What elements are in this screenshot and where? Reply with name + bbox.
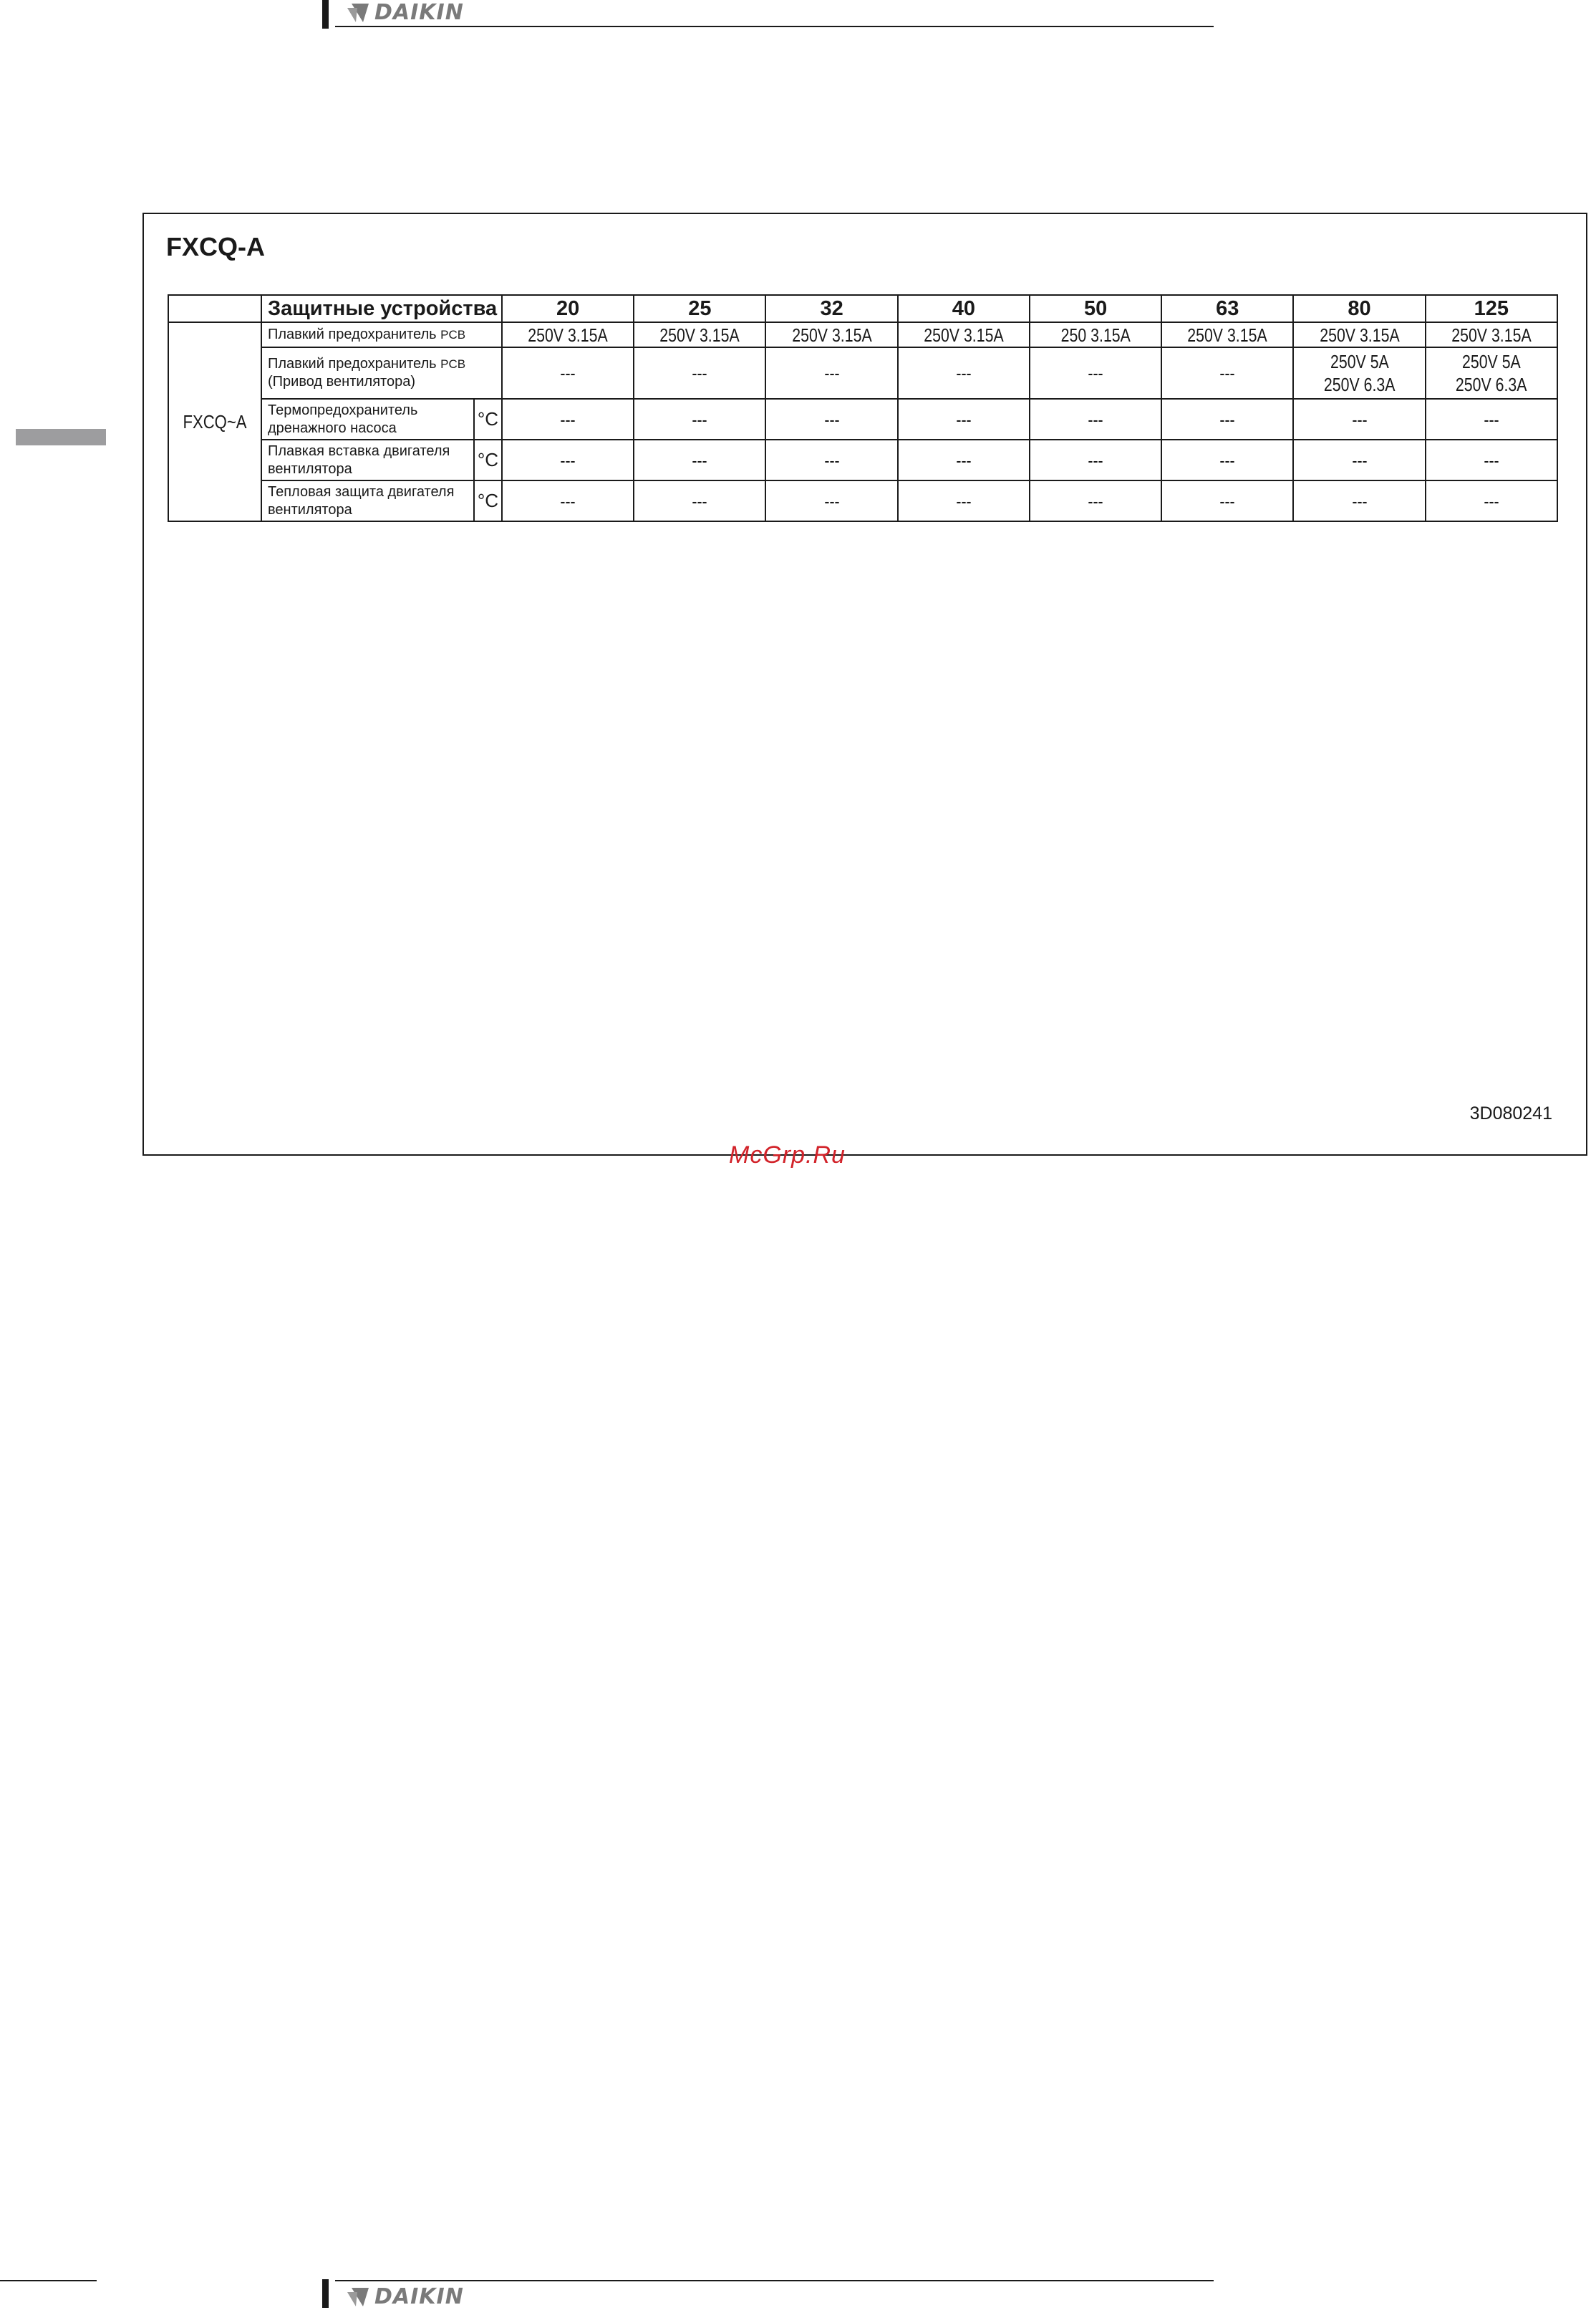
table-row bbox=[168, 322, 1557, 347]
row-label-line1 bbox=[268, 402, 473, 420]
value-text: 250V 3.15A bbox=[528, 324, 608, 346]
daikin-logo-icon bbox=[347, 2286, 369, 2308]
row-label-line2: дренажного насоса bbox=[268, 420, 397, 436]
value-text: --- bbox=[560, 449, 576, 471]
value-line bbox=[1162, 449, 1292, 472]
row-label-suffix: PCB bbox=[440, 328, 466, 342]
value-cell bbox=[898, 347, 1030, 399]
value-line bbox=[766, 362, 896, 385]
value-cell bbox=[1426, 480, 1557, 521]
value-line bbox=[1426, 408, 1557, 431]
row-label-line1 bbox=[268, 355, 501, 373]
value-cell bbox=[1293, 322, 1425, 347]
header-size-125: 125 bbox=[1426, 295, 1557, 322]
value-text: --- bbox=[692, 449, 708, 471]
value-cell bbox=[1161, 440, 1293, 480]
value-cell bbox=[634, 399, 765, 440]
value-cell bbox=[634, 322, 765, 347]
value-text: --- bbox=[560, 362, 576, 384]
value-cell bbox=[1161, 399, 1293, 440]
table-row bbox=[168, 480, 1557, 521]
value-text: --- bbox=[1484, 449, 1499, 471]
value-text: 250V 5A bbox=[1330, 351, 1389, 372]
footer-rule-left bbox=[0, 2280, 97, 2281]
document-number: 3D080241 bbox=[1469, 1103, 1552, 1123]
value-line bbox=[503, 408, 633, 431]
table-row bbox=[168, 440, 1557, 480]
row-label-text: Плавкая вставка двигателя bbox=[268, 443, 450, 459]
value-cell bbox=[765, 440, 897, 480]
value-line bbox=[1030, 324, 1161, 347]
row-label-text: Плавкий предохранитель bbox=[268, 327, 437, 342]
value-text: 250V 3.15A bbox=[1451, 324, 1532, 346]
row-label bbox=[261, 480, 474, 521]
value-line bbox=[1294, 373, 1424, 396]
value-line bbox=[634, 362, 765, 385]
value-cell bbox=[502, 480, 634, 521]
value-text: --- bbox=[823, 490, 840, 512]
value-cell bbox=[502, 440, 634, 480]
row-label bbox=[261, 322, 502, 347]
value-text: --- bbox=[1484, 408, 1499, 430]
row-label-line1 bbox=[268, 443, 473, 460]
value-line bbox=[634, 490, 765, 513]
daikin-logo-bottom bbox=[347, 2284, 464, 2309]
value-line bbox=[1294, 324, 1424, 347]
header-empty-cell bbox=[168, 295, 261, 322]
value-text: --- bbox=[956, 449, 972, 471]
row-label-text: Тепловая защита двигателя bbox=[268, 483, 455, 500]
value-cell bbox=[502, 322, 634, 347]
value-text: --- bbox=[1351, 490, 1368, 512]
value-text: --- bbox=[692, 490, 708, 512]
header-label: Защитные устройства bbox=[261, 295, 502, 322]
value-text: --- bbox=[1219, 408, 1235, 430]
value-cell bbox=[1161, 347, 1293, 399]
row-label-line2: (Привод вентилятора) bbox=[268, 374, 416, 390]
header-size-20: 20 bbox=[502, 295, 634, 322]
row-label-line2: вентилятора bbox=[268, 460, 352, 477]
value-cell bbox=[1030, 399, 1161, 440]
value-line bbox=[1162, 324, 1292, 347]
value-text: 250 3.15A bbox=[1060, 324, 1131, 346]
value-line bbox=[503, 362, 633, 385]
value-line bbox=[1426, 373, 1557, 396]
value-cell bbox=[765, 347, 897, 399]
value-text: --- bbox=[1484, 490, 1499, 512]
value-text: --- bbox=[823, 362, 840, 384]
value-text: --- bbox=[692, 362, 708, 384]
value-cell bbox=[1161, 322, 1293, 347]
value-line bbox=[1162, 408, 1292, 431]
value-line bbox=[1426, 449, 1557, 472]
value-line bbox=[503, 449, 633, 472]
value-cell bbox=[634, 347, 765, 399]
value-text: --- bbox=[1219, 362, 1235, 384]
value-text: --- bbox=[1351, 408, 1368, 430]
value-line bbox=[1294, 490, 1424, 513]
value-text: --- bbox=[956, 362, 972, 384]
value-text: 250V 5A bbox=[1461, 351, 1521, 372]
row-label-line2: вентилятора bbox=[268, 501, 352, 518]
value-line bbox=[634, 408, 765, 431]
unit-cell: °C bbox=[474, 480, 502, 521]
value-text: 250V 6.3A bbox=[1323, 374, 1396, 395]
value-line bbox=[899, 449, 1029, 472]
value-text: --- bbox=[1088, 449, 1103, 471]
table-row bbox=[168, 399, 1557, 440]
protection-devices-table bbox=[168, 294, 1558, 522]
value-line bbox=[766, 408, 896, 431]
value-line bbox=[1162, 362, 1292, 385]
value-line bbox=[634, 324, 765, 347]
value-line bbox=[1294, 408, 1424, 431]
footer-rule bbox=[335, 2280, 1214, 2281]
row-label-suffix: PCB bbox=[440, 357, 466, 371]
row-label-line1 bbox=[268, 483, 473, 501]
header-size-63: 63 bbox=[1161, 295, 1293, 322]
value-cell bbox=[898, 399, 1030, 440]
value-text: 250V 3.15A bbox=[659, 324, 740, 346]
value-cell bbox=[765, 480, 897, 521]
value-cell bbox=[1426, 322, 1557, 347]
value-text: --- bbox=[1088, 362, 1103, 384]
value-line bbox=[899, 362, 1029, 385]
value-line bbox=[503, 490, 633, 513]
value-cell bbox=[1426, 440, 1557, 480]
value-cell bbox=[1030, 322, 1161, 347]
daikin-logo-top bbox=[347, 0, 464, 25]
value-text: --- bbox=[1088, 408, 1103, 430]
value-cell bbox=[1030, 480, 1161, 521]
header-size-50: 50 bbox=[1030, 295, 1161, 322]
row-label-text: Плавкий предохранитель bbox=[268, 356, 437, 372]
value-line bbox=[1030, 449, 1161, 472]
value-line bbox=[766, 449, 896, 472]
value-line bbox=[1426, 350, 1557, 373]
table-row bbox=[168, 347, 1557, 399]
daikin-logo-text: DAIKIN bbox=[374, 0, 464, 25]
row-label-line1 bbox=[268, 326, 501, 344]
value-cell bbox=[765, 322, 897, 347]
header-size-40: 40 bbox=[898, 295, 1030, 322]
value-line bbox=[766, 324, 896, 347]
daikin-logo-text: DAIKIN bbox=[374, 2284, 464, 2309]
value-line bbox=[766, 490, 896, 513]
value-cell bbox=[1426, 347, 1557, 399]
value-text: --- bbox=[1219, 449, 1235, 471]
value-line bbox=[899, 490, 1029, 513]
value-text: --- bbox=[560, 490, 576, 512]
value-text: --- bbox=[1219, 490, 1235, 512]
value-text: 250V 3.15A bbox=[924, 324, 1004, 346]
value-cell bbox=[634, 440, 765, 480]
value-cell bbox=[765, 399, 897, 440]
value-text: --- bbox=[1088, 490, 1103, 512]
value-text: 250V 6.3A bbox=[1456, 374, 1527, 395]
daikin-logo-icon bbox=[347, 2, 369, 24]
value-line bbox=[1426, 324, 1557, 347]
header-size-25: 25 bbox=[634, 295, 765, 322]
value-cell bbox=[1161, 480, 1293, 521]
value-cell bbox=[898, 322, 1030, 347]
value-line bbox=[899, 408, 1029, 431]
value-text: --- bbox=[560, 408, 576, 430]
unit-cell: °C bbox=[474, 399, 502, 440]
value-line bbox=[1030, 490, 1161, 513]
value-cell bbox=[1426, 399, 1557, 440]
row-label-text: Термопредохранитель bbox=[268, 402, 418, 418]
value-line bbox=[1294, 449, 1424, 472]
section-title: FXCQ-A bbox=[166, 232, 265, 261]
value-cell bbox=[898, 480, 1030, 521]
table-header-row bbox=[168, 295, 1557, 322]
row-label bbox=[261, 399, 474, 440]
value-text: --- bbox=[956, 408, 972, 430]
value-cell bbox=[1293, 480, 1425, 521]
section-tab-marker bbox=[16, 429, 106, 445]
row-label bbox=[261, 440, 474, 480]
row-label bbox=[261, 347, 502, 399]
value-line bbox=[1162, 490, 1292, 513]
value-text: --- bbox=[956, 490, 972, 512]
value-cell bbox=[502, 399, 634, 440]
value-text: --- bbox=[1351, 449, 1368, 471]
value-line bbox=[1294, 350, 1424, 373]
value-text: 250V 3.15A bbox=[791, 324, 872, 346]
value-line bbox=[1030, 408, 1161, 431]
value-cell bbox=[898, 440, 1030, 480]
value-text: 250V 3.15A bbox=[1319, 324, 1400, 346]
value-line bbox=[1426, 490, 1557, 513]
value-cell bbox=[502, 347, 634, 399]
model-cell: FXCQ~A bbox=[175, 322, 255, 521]
value-line bbox=[1030, 362, 1161, 385]
value-line bbox=[634, 449, 765, 472]
header-rule bbox=[335, 26, 1214, 27]
value-line bbox=[899, 324, 1029, 347]
value-line bbox=[503, 324, 633, 347]
footer-bar bbox=[322, 2279, 329, 2308]
value-text: --- bbox=[823, 449, 840, 471]
value-cell bbox=[1030, 347, 1161, 399]
value-cell bbox=[1293, 440, 1425, 480]
watermark: McGrp.Ru bbox=[729, 1141, 846, 1169]
value-text: 250V 3.15A bbox=[1187, 324, 1268, 346]
value-cell bbox=[634, 480, 765, 521]
value-cell bbox=[1293, 347, 1425, 399]
value-cell bbox=[1293, 399, 1425, 440]
value-text: --- bbox=[692, 408, 708, 430]
value-text: --- bbox=[823, 408, 840, 430]
value-cell bbox=[1030, 440, 1161, 480]
header-size-32: 32 bbox=[765, 295, 897, 322]
header-size-80: 80 bbox=[1293, 295, 1425, 322]
unit-cell: °C bbox=[474, 440, 502, 480]
header-bar bbox=[322, 0, 329, 29]
